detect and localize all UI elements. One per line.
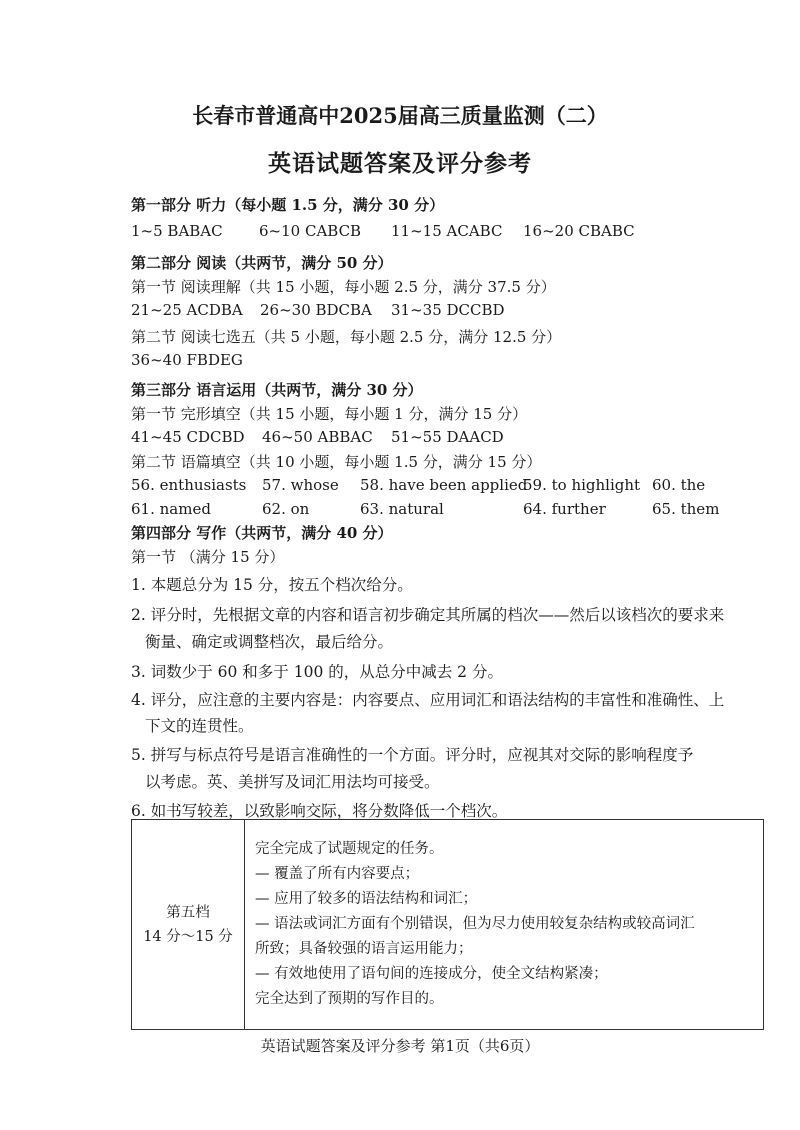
rule-item-continued: 以考虑。英、美拼写及词汇用法均可接受。 [145, 773, 440, 791]
answer-item: 59. to highlight [523, 476, 641, 494]
answer-item: 62. on [262, 500, 310, 518]
part2-section1-heading: 第一节 阅读理解（共 15 小题，每小题 2.5 分，满分 37.5 分） [131, 278, 556, 296]
answer-group: 41~45 CDCBD [131, 428, 245, 446]
level-score-range: 14 分～15 分 [143, 928, 233, 945]
part3-heading: 第三部分 语言运用（共两节，满分 30 分） [131, 381, 423, 399]
answer-item: 60. the [652, 476, 706, 494]
part4-heading: 第四部分 写作（共两节，满分 40 分） [131, 524, 393, 542]
answer-group: 11~15 ACABC [391, 222, 503, 240]
answer-item: 61. named [131, 500, 211, 518]
rule-item: 3. 词数少于 60 和多于 100 的，从总分中减去 2 分。 [131, 663, 503, 681]
rule-item: 6. 如书写较差，以致影响交际，将分数降低一个档次。 [131, 802, 508, 820]
answer-group: 31~35 DCCBD [391, 301, 505, 319]
document-title: 长春市普通高中2025届高三质量监测（二） [192, 103, 608, 128]
rule-item: 1. 本题总分为 15 分，按五个档次给分。 [131, 576, 413, 594]
answer-group: 1~5 BABAC [131, 222, 223, 240]
rule-item-continued: 衡量、确定或调整档次，最后给分。 [145, 633, 394, 651]
answer-item: 63. natural [360, 500, 444, 518]
answer-group: 26~30 BDCBA [260, 301, 372, 319]
answer-group: 36~40 FBDEG [131, 351, 243, 369]
answer-group: 51~55 DAACD [391, 428, 504, 446]
rule-item-continued: 下文的连贯性。 [145, 717, 254, 735]
part4-section1-heading: 第一节 （满分 15 分） [131, 548, 285, 566]
rule-item: 4. 评分，应注意的主要内容是：内容要点、应用词汇和语法结构的丰富性和准确性、上 [131, 691, 725, 709]
rule-item: 2. 评分时，先根据文章的内容和语言初步确定其所属的档次——然后以该档次的要求来 [131, 606, 725, 624]
answer-group: 6~10 CABCB [259, 222, 362, 240]
answer-group: 46~50 ABBAC [262, 428, 373, 446]
document-subtitle: 英语试题答案及评分参考 [268, 150, 532, 177]
description-line: 所致；具备较强的语言运用能力； [255, 941, 473, 957]
description-line: 完全达到了预期的写作目的。 [255, 991, 444, 1007]
answer-group: 21~25 ACDBA [131, 301, 243, 319]
level-description-cell [245, 820, 764, 1030]
part2-heading: 第二部分 阅读（共两节，满分 50 分） [131, 254, 393, 272]
part3-section2-heading: 第二节 语篇填空（共 10 小题，每小题 1.5 分，满分 15 分） [131, 453, 542, 471]
level-cell [132, 820, 245, 1030]
description-line: — 应用了较多的语法结构和词汇； [255, 891, 478, 907]
rule-item: 5. 拼写与标点符号是语言准确性的一个方面。评分时，应视其对交际的影响程度予 [131, 746, 694, 764]
answer-item: 56. enthusiasts [131, 476, 247, 494]
page-footer: 英语试题答案及评分参考 第1页（共6页） [260, 1037, 540, 1055]
answer-group: 16~20 CBABC [523, 222, 635, 240]
scoring-rubric-table [131, 819, 764, 1030]
part2-section2-heading: 第二节 阅读七选五（共 5 小题，每小题 2.5 分，满分 12.5 分） [131, 328, 562, 346]
description-line: 完全完成了试题规定的任务。 [255, 841, 444, 857]
description-line: — 有效地使用了语句间的连接成分，使全文结构紧凑； [255, 966, 608, 982]
description-line: — 覆盖了所有内容要点； [255, 866, 420, 882]
answer-item: 64. further [523, 500, 606, 518]
level-name: 第五档 [166, 904, 210, 921]
answer-item: 58. have been applied [360, 476, 528, 494]
answer-item: 65. them [652, 500, 720, 518]
table-row [132, 820, 764, 1030]
description-line: — 语法或词汇方面有个别错误，但为尽力使用较复杂结构或较高词汇 [255, 916, 695, 932]
answer-item: 57. whose [262, 476, 339, 494]
part3-section1-heading: 第一节 完形填空（共 15 小题，每小题 1 分，满分 15 分） [131, 405, 528, 423]
part1-heading: 第一部分 听力（每小题 1.5 分，满分 30 分） [131, 196, 445, 214]
